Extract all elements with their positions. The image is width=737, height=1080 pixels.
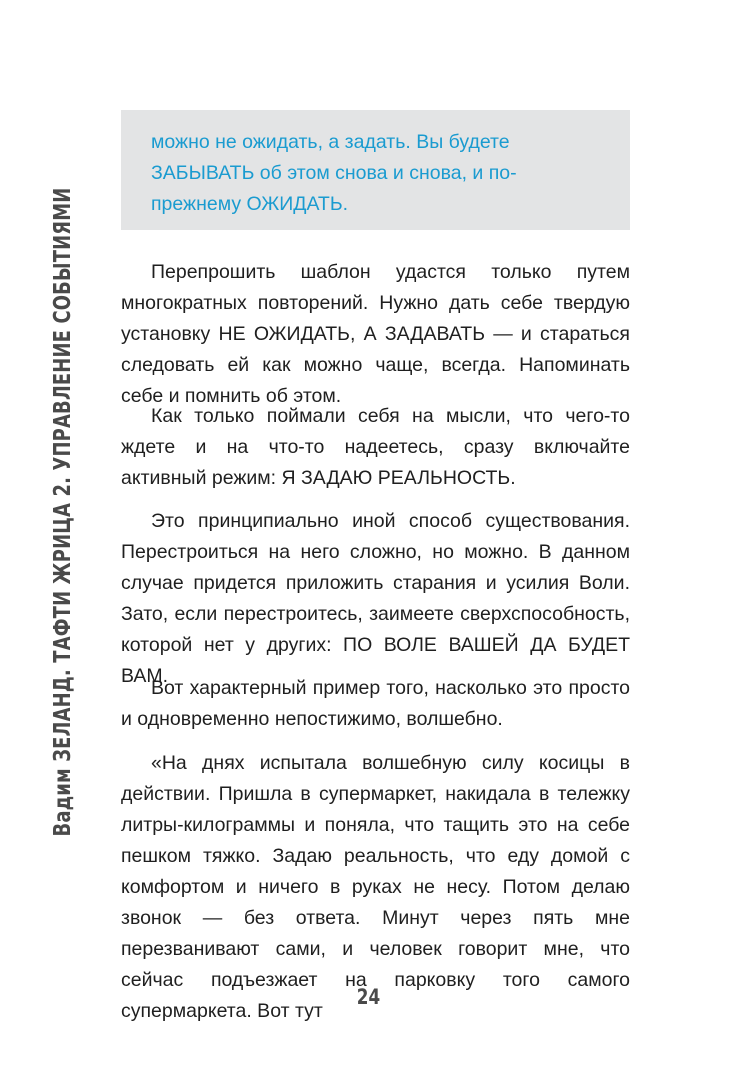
running-head: Вадим ЗЕЛАНД. ТАФТИ ЖРИЦА 2. УПРАВЛЕНИЕ СОБЫТИЯМИ — [50, 187, 76, 837]
paragraph-2: Как только поймали себя на мысли, что чего-то ждете и на что-то надеетесь, сразу включайте активный режим: Я ЗАДАЮ РЕАЛЬНОСТЬ. — [121, 405, 630, 489]
paragraph-5: «На днях испытала волшебную силу косицы в действии. Пришла в супермаркет, накидала в тележку литры-килограммы и поняла, что тащить это на себе пешком тяжко. Задаю реальность, что еду домой с комфортом и ничего в руках не несу. Потом делаю звонок — без ответа. Минут через пять мне перезванивают сами, и человек говорит мне, что сейчас подъезжает на парковку того самого супермаркета. Вот тут — [121, 752, 630, 1022]
callout-text: можно не ожидать, а задать. Вы будете ЗАБЫВАТЬ об этом снова и снова, и по-прежнему ОЖИДАТЬ. — [151, 131, 517, 215]
page-number: 24 — [356, 985, 381, 1009]
paragraph-3: Это принципиально иной способ существования. Перестроиться на него сложно, но можно. В данном случае придется приложить старания и усилия Воли. Зато, если перестроитесь, заимеете сверхспособность, которой нет у других: ПО ВОЛЕ ВАШЕЙ ДА БУДЕТ ВАМ. — [121, 510, 630, 687]
paragraph-1: Перепрошить шаблон удастся только путем многократных повторений. Нужно дать себе твердую установку НЕ ОЖИДАТЬ, А ЗАДАВАТЬ — и стараться следовать ей как можно чаще, всегда. Напоминать себе и помнить об этом. — [121, 261, 630, 407]
paragraph-4: Вот характерный пример того, насколько это просто и одновременно непостижимо, волшебно. — [121, 677, 630, 730]
